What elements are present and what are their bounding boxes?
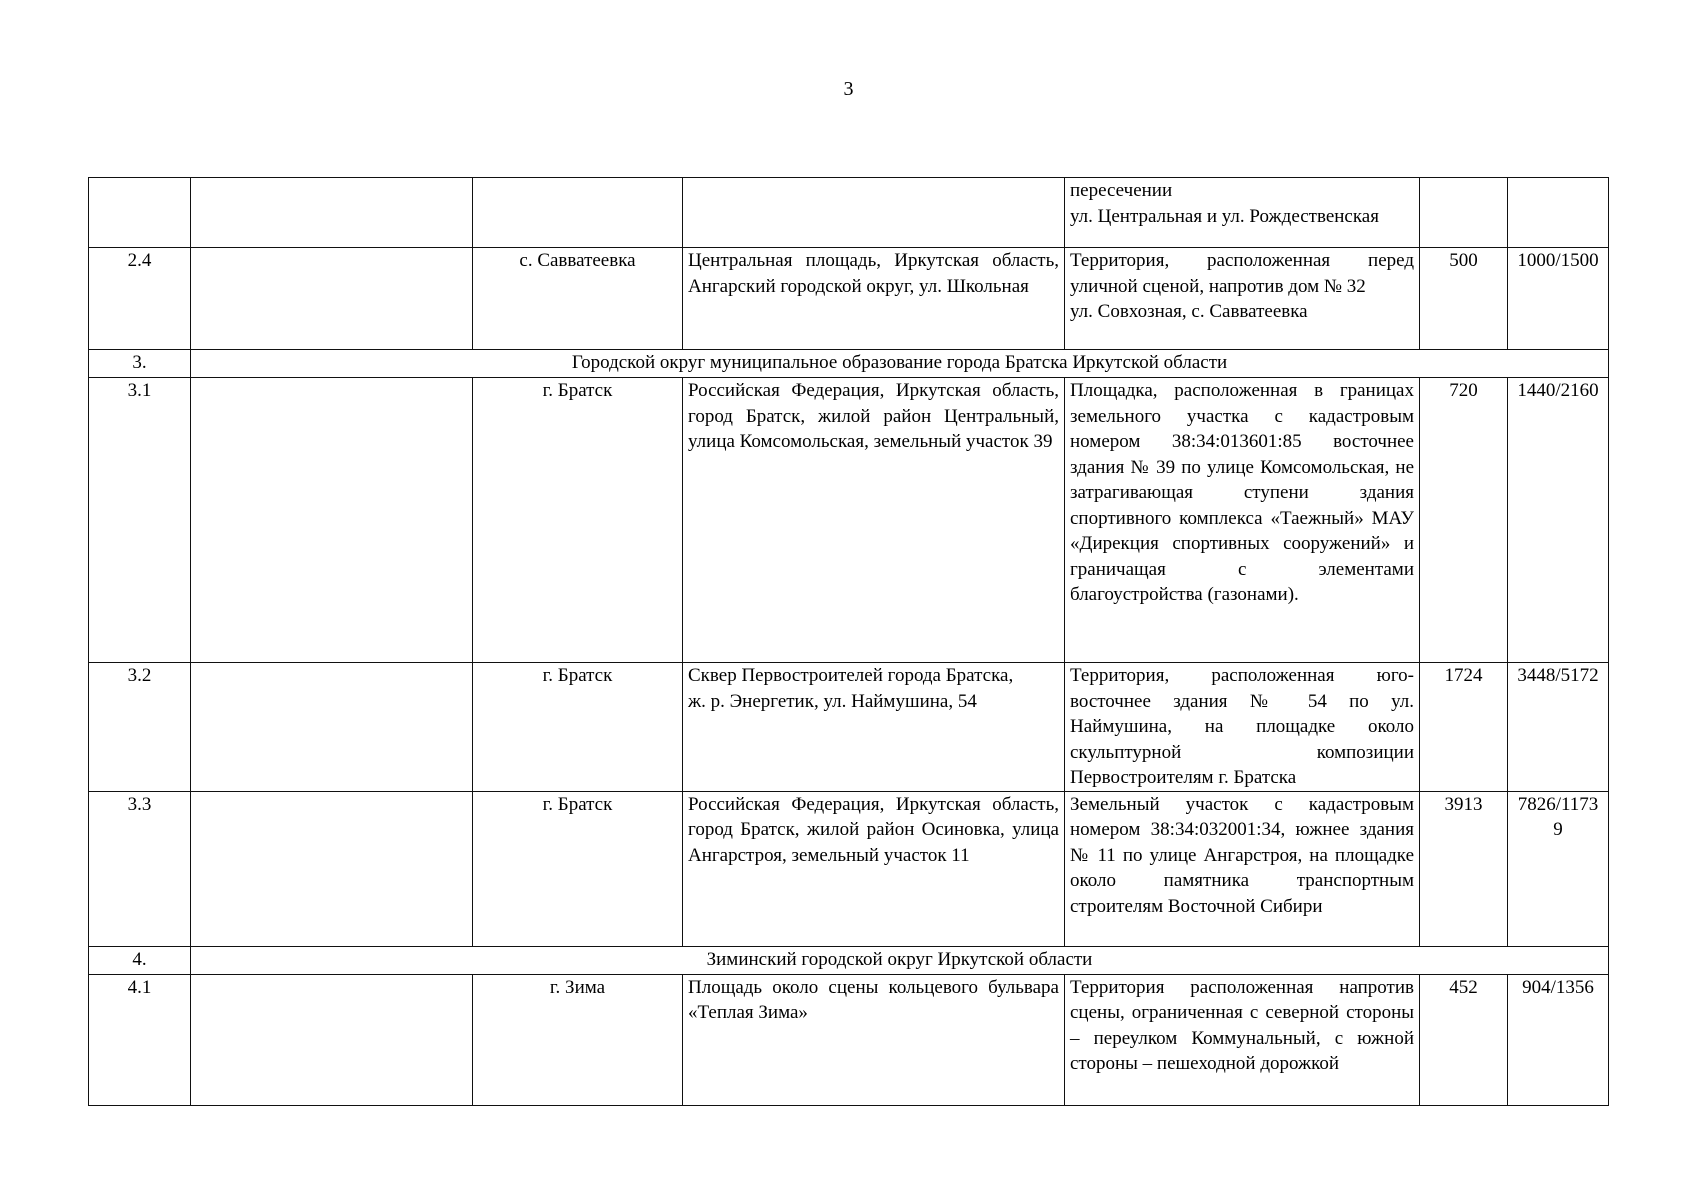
row-locality: г. Братск <box>473 791 683 946</box>
row-area: 3913 <box>1420 791 1508 946</box>
row-col2 <box>191 248 473 350</box>
table-row <box>89 663 1609 792</box>
row-area: 1724 <box>1420 663 1508 792</box>
row-address: Сквер Первостроителей города Братска, ж. р. Энергетик, ул. Наймушина, 54 <box>683 663 1065 792</box>
row-col2 <box>191 663 473 792</box>
row-number: 3.3 <box>89 791 191 946</box>
row-locality: г. Братск <box>473 378 683 663</box>
row-capacity: 1000/1500 <box>1508 248 1609 350</box>
row-locality: г. Зима <box>473 974 683 1105</box>
table-row <box>89 248 1609 350</box>
row-area <box>1420 178 1508 248</box>
row-area: 500 <box>1420 248 1508 350</box>
row-number: 3.1 <box>89 378 191 663</box>
section-title: Зиминский городской округ Иркутской области <box>191 946 1609 974</box>
row-capacity: 904/1356 <box>1508 974 1609 1105</box>
section-row <box>89 946 1609 974</box>
row-description: Территория, расположенная перед уличной сценой, напротив дом № 32 ул. Совхозная, с. Савватеевка <box>1065 248 1420 350</box>
row-locality: г. Братск <box>473 663 683 792</box>
row-address: Российская Федерация, Иркутская область, город Братск, жилой район Осиновка, улица Ангарстроя, земельный участок 11 <box>683 791 1065 946</box>
table-row <box>89 178 1609 248</box>
table-row <box>89 378 1609 663</box>
row-description: Территория расположенная напротив сцены, ограниченная с северной стороны – переулком Коммунальный, с южной стороны – пешеходной дорожкой <box>1065 974 1420 1105</box>
section-number: 4. <box>89 946 191 974</box>
row-description: Территория, расположенная юго-восточнее здания № 54 по ул. Наймушина, на площадке около скульптурной композиции Первостроителям г. Братска <box>1065 663 1420 792</box>
row-locality <box>473 178 683 248</box>
row-number: 4.1 <box>89 974 191 1105</box>
table-row <box>89 791 1609 946</box>
row-address <box>683 178 1065 248</box>
row-capacity: 3448/5172 <box>1508 663 1609 792</box>
row-description: Земельный участок с кадастровым номером 38:34:032001:34, южнее здания № 11 по улице Ангарстроя, на площадке около памятника транспортным строителям Восточной Сибири <box>1065 791 1420 946</box>
row-number <box>89 178 191 248</box>
row-number: 2.4 <box>89 248 191 350</box>
row-address: Площадь около сцены кольцевого бульвара «Теплая Зима» <box>683 974 1065 1105</box>
row-capacity <box>1508 178 1609 248</box>
section-row <box>89 350 1609 378</box>
row-area: 452 <box>1420 974 1508 1105</box>
venues-table <box>88 177 1609 1106</box>
row-area: 720 <box>1420 378 1508 663</box>
page-number: 3 <box>843 78 854 100</box>
section-number: 3. <box>89 350 191 378</box>
row-address: Центральная площадь, Иркутская область, Ангарский городской округ, ул. Школьная <box>683 248 1065 350</box>
row-col2 <box>191 178 473 248</box>
section-title: Городской округ муниципальное образование города Братска Иркутской области <box>191 350 1609 378</box>
table-row <box>89 974 1609 1105</box>
row-description: Площадка, расположенная в границах земельного участка с кадастровым номером 38:34:013601:85 восточнее здания № 39 по улице Комсомольская, не затрагивающая ступени здания спортивного комплекса «Таежный» МАУ «Дирекция спортивных сооружений» и граничащая с элементами благоустройства (газонами). <box>1065 378 1420 663</box>
row-number: 3.2 <box>89 663 191 792</box>
row-col2 <box>191 791 473 946</box>
row-capacity: 7826/11739 <box>1508 791 1609 946</box>
row-description: пересечении ул. Центральная и ул. Рождественская <box>1065 178 1420 248</box>
row-capacity: 1440/2160 <box>1508 378 1609 663</box>
row-locality: с. Савватеевка <box>473 248 683 350</box>
row-col2 <box>191 378 473 663</box>
row-address: Российская Федерация, Иркутская область, город Братск, жилой район Центральный, улица Комсомольская, земельный участок 39 <box>683 378 1065 663</box>
row-col2 <box>191 974 473 1105</box>
